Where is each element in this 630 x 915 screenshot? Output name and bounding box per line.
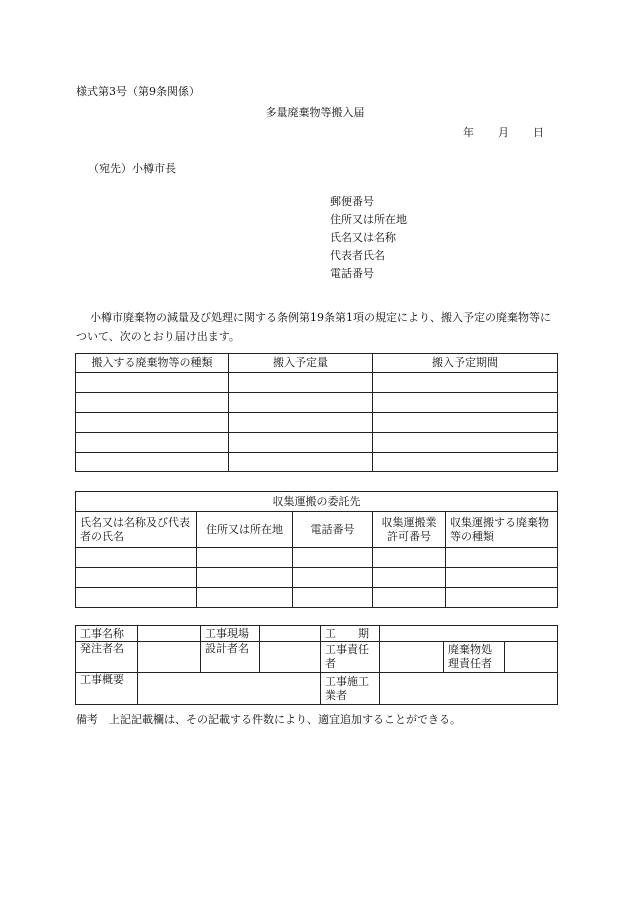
collection-table <box>75 491 558 608</box>
form-number: 様式第3号（第9条関係） <box>76 85 200 98</box>
overview-value[interactable] <box>138 673 321 705</box>
table-row <box>76 548 558 568</box>
applicant-fields <box>330 193 407 283</box>
collector-name-header: 氏名又は名称及び代表者の氏名 <box>76 512 197 548</box>
date-day-label: 日 <box>533 126 544 139</box>
construction-site-label: 工事現場 <box>201 626 260 642</box>
client-label: 発注者名 <box>76 642 138 673</box>
amount-header: 搬入予定量 <box>229 354 373 373</box>
name-label: 氏名又は名称 <box>330 231 396 244</box>
collector-address-header: 住所又は所在地 <box>197 512 293 548</box>
construction-name-label: 工事名称 <box>76 626 138 642</box>
client-value[interactable] <box>138 642 201 673</box>
designer-value[interactable] <box>260 642 321 673</box>
remarks: 備考 上記記載欄は、その記載する件数により、適宜追加することができる。 <box>76 713 461 726</box>
collection-title: 収集運搬の委託先 <box>76 492 558 512</box>
construction-site-value[interactable] <box>260 626 321 642</box>
overview-label: 工事概要 <box>76 673 138 705</box>
waste-manager-label: 廃棄物処理責任者 <box>444 642 505 673</box>
table-row <box>76 373 558 393</box>
table-row <box>76 433 558 453</box>
designer-label: 設計者名 <box>201 642 260 673</box>
phone-label: 電話番号 <box>330 267 374 280</box>
table-row <box>76 413 558 433</box>
form-title: 多量廃棄物等搬入届 <box>265 106 365 119</box>
construction-manager-label: 工事責任者 <box>321 642 380 673</box>
period-value[interactable] <box>380 626 558 642</box>
address-label: 住所又は所在地 <box>330 213 407 226</box>
waste-manager-value[interactable] <box>505 642 558 673</box>
collected-waste-type-header: 収集運搬する廃棄物等の種類 <box>446 512 558 548</box>
waste-type-header: 搬入する廃棄物等の種類 <box>76 354 229 373</box>
construction-table <box>75 625 558 705</box>
date-month-label: 月 <box>498 126 509 139</box>
representative-label: 代表者氏名 <box>330 249 385 262</box>
body-text: 小樽市廃棄物の減量及び処理に関する条例第19条第1項の規定により、搬入予定の廃棄物等について、次のとおり届け出ます。 <box>76 311 551 343</box>
construction-name-value[interactable] <box>138 626 201 642</box>
period-header: 搬入予定期間 <box>373 354 558 373</box>
waste-table <box>75 353 558 472</box>
construction-manager-value[interactable] <box>380 642 444 673</box>
table-row <box>76 568 558 588</box>
table-row <box>76 588 558 608</box>
table-row <box>76 453 558 472</box>
license-number-header: 収集運搬業許可番号 <box>373 512 446 548</box>
period-label: 工 期 <box>321 626 380 642</box>
postal-code-label: 郵便番号 <box>330 195 374 208</box>
addressee: （宛先）小樽市長 <box>88 162 176 175</box>
table-row <box>76 393 558 413</box>
contractor-value[interactable] <box>380 673 558 705</box>
date-year-label: 年 <box>463 126 474 139</box>
collector-phone-header: 電話番号 <box>293 512 373 548</box>
contractor-label: 工事施工業者 <box>321 673 380 705</box>
